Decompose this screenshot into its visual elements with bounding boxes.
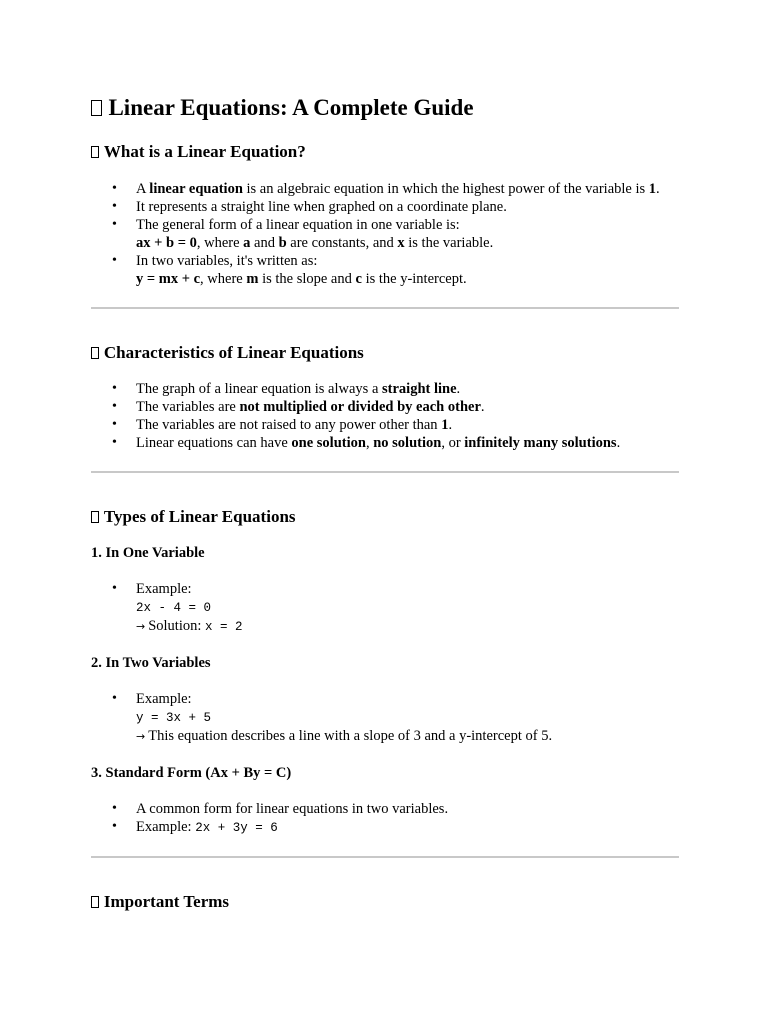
section-heading-text: Types of Linear Equations xyxy=(103,507,296,526)
bold-text: m xyxy=(246,271,259,287)
text: is the variable. xyxy=(404,235,494,251)
subheading-one-variable: 1. In One Variable xyxy=(91,545,205,561)
text: The graph of a linear equation is always a xyxy=(136,381,383,397)
bold-text: linear equation xyxy=(149,181,243,197)
list-item xyxy=(136,198,679,216)
bold-text: straight line xyxy=(382,381,457,397)
bold-text: a xyxy=(243,235,251,251)
document-content xyxy=(91,94,679,913)
text: Solution: xyxy=(148,618,206,634)
text: A common form for linear equations in two variables. xyxy=(136,801,449,817)
characteristics-list xyxy=(91,380,679,452)
text: is the slope and xyxy=(258,271,356,287)
divider xyxy=(91,307,679,309)
missing-glyph-icon xyxy=(91,100,102,117)
bold-text: c xyxy=(355,271,362,287)
section-heading-types xyxy=(91,506,679,528)
subheading-standard-form: 3. Standard Form (Ax + By = C) xyxy=(91,765,292,781)
text: , where xyxy=(200,271,247,287)
section-heading-important-terms xyxy=(91,891,679,913)
list-item xyxy=(136,818,679,837)
missing-glyph-icon xyxy=(91,511,99,523)
right-arrow-icon: → xyxy=(136,620,146,633)
page-title xyxy=(91,94,679,122)
page-title-text: Linear Equations: A Complete Guide xyxy=(108,95,474,120)
text: Example: xyxy=(136,819,196,835)
text: The general form of a linear equation in one variable is: xyxy=(136,217,460,233)
section-heading-text: What is a Linear Equation? xyxy=(103,142,306,161)
bold-text: one solution xyxy=(291,435,366,451)
list-item xyxy=(136,398,679,416)
code-solution: x = 2 xyxy=(205,620,243,634)
list-item xyxy=(136,180,679,198)
bold-text: x xyxy=(397,235,405,251)
bold-text: b xyxy=(278,235,287,251)
list-item xyxy=(136,580,679,636)
text: . xyxy=(616,435,621,451)
code-example: y = 3x + 5 xyxy=(136,711,212,725)
bold-text: no solution xyxy=(373,435,442,451)
bold-text: 1 xyxy=(441,417,449,433)
section-heading-text: Important Terms xyxy=(103,892,230,911)
divider xyxy=(91,856,679,858)
bold-text: not multiplied or divided by each other xyxy=(239,399,481,415)
section-heading-characteristics xyxy=(91,342,679,364)
list-item xyxy=(136,690,679,746)
text: Example: xyxy=(136,581,192,597)
two-variables-list xyxy=(91,690,679,746)
list-item xyxy=(136,216,679,252)
text: and xyxy=(250,235,279,251)
equation: y = mx + c xyxy=(136,271,201,287)
text: This equation describes a line with a slope of 3 and a y-intercept of 5. xyxy=(148,728,553,744)
section-heading-what-is xyxy=(91,141,679,163)
text: Example: xyxy=(136,691,192,707)
text: The variables are not raised to any power other than xyxy=(136,417,442,433)
text: . xyxy=(456,381,461,397)
missing-glyph-icon xyxy=(91,896,99,908)
missing-glyph-icon xyxy=(91,347,99,359)
right-arrow-icon: → xyxy=(136,730,146,743)
text: , or xyxy=(441,435,465,451)
list-item xyxy=(136,416,679,434)
list-item xyxy=(136,434,679,452)
bold-text: 1 xyxy=(648,181,657,197)
code-example: 2x + 3y = 6 xyxy=(195,821,278,835)
text: . xyxy=(448,417,453,433)
text: A xyxy=(136,181,150,197)
text: . xyxy=(480,399,485,415)
text: The variables are xyxy=(136,399,240,415)
text: It represents a straight line when graphed on a coordinate plane. xyxy=(136,199,507,215)
code-example: 2x - 4 = 0 xyxy=(136,601,212,615)
list-item xyxy=(136,252,679,288)
text: is the y-intercept. xyxy=(361,271,467,287)
definition-list xyxy=(91,180,679,288)
missing-glyph-icon xyxy=(91,146,99,158)
text: is an algebraic equation in which the highest power of the variable is xyxy=(242,181,649,197)
one-variable-list xyxy=(91,580,679,636)
subheading-two-variables: 2. In Two Variables xyxy=(91,655,211,671)
equation: ax + b = 0 xyxy=(136,235,197,251)
list-item xyxy=(136,380,679,398)
list-item xyxy=(136,800,679,818)
text: , where xyxy=(196,235,244,251)
bold-text: infinitely many solutions xyxy=(464,435,617,451)
text: . xyxy=(656,181,660,197)
text: In two variables, it's written as: xyxy=(136,253,318,269)
standard-form-list xyxy=(91,800,679,837)
section-heading-text: Characteristics of Linear Equations xyxy=(103,343,364,362)
text: , xyxy=(365,435,374,451)
text: Linear equations can have xyxy=(136,435,292,451)
divider xyxy=(91,471,679,473)
text: are constants, and xyxy=(286,235,398,251)
